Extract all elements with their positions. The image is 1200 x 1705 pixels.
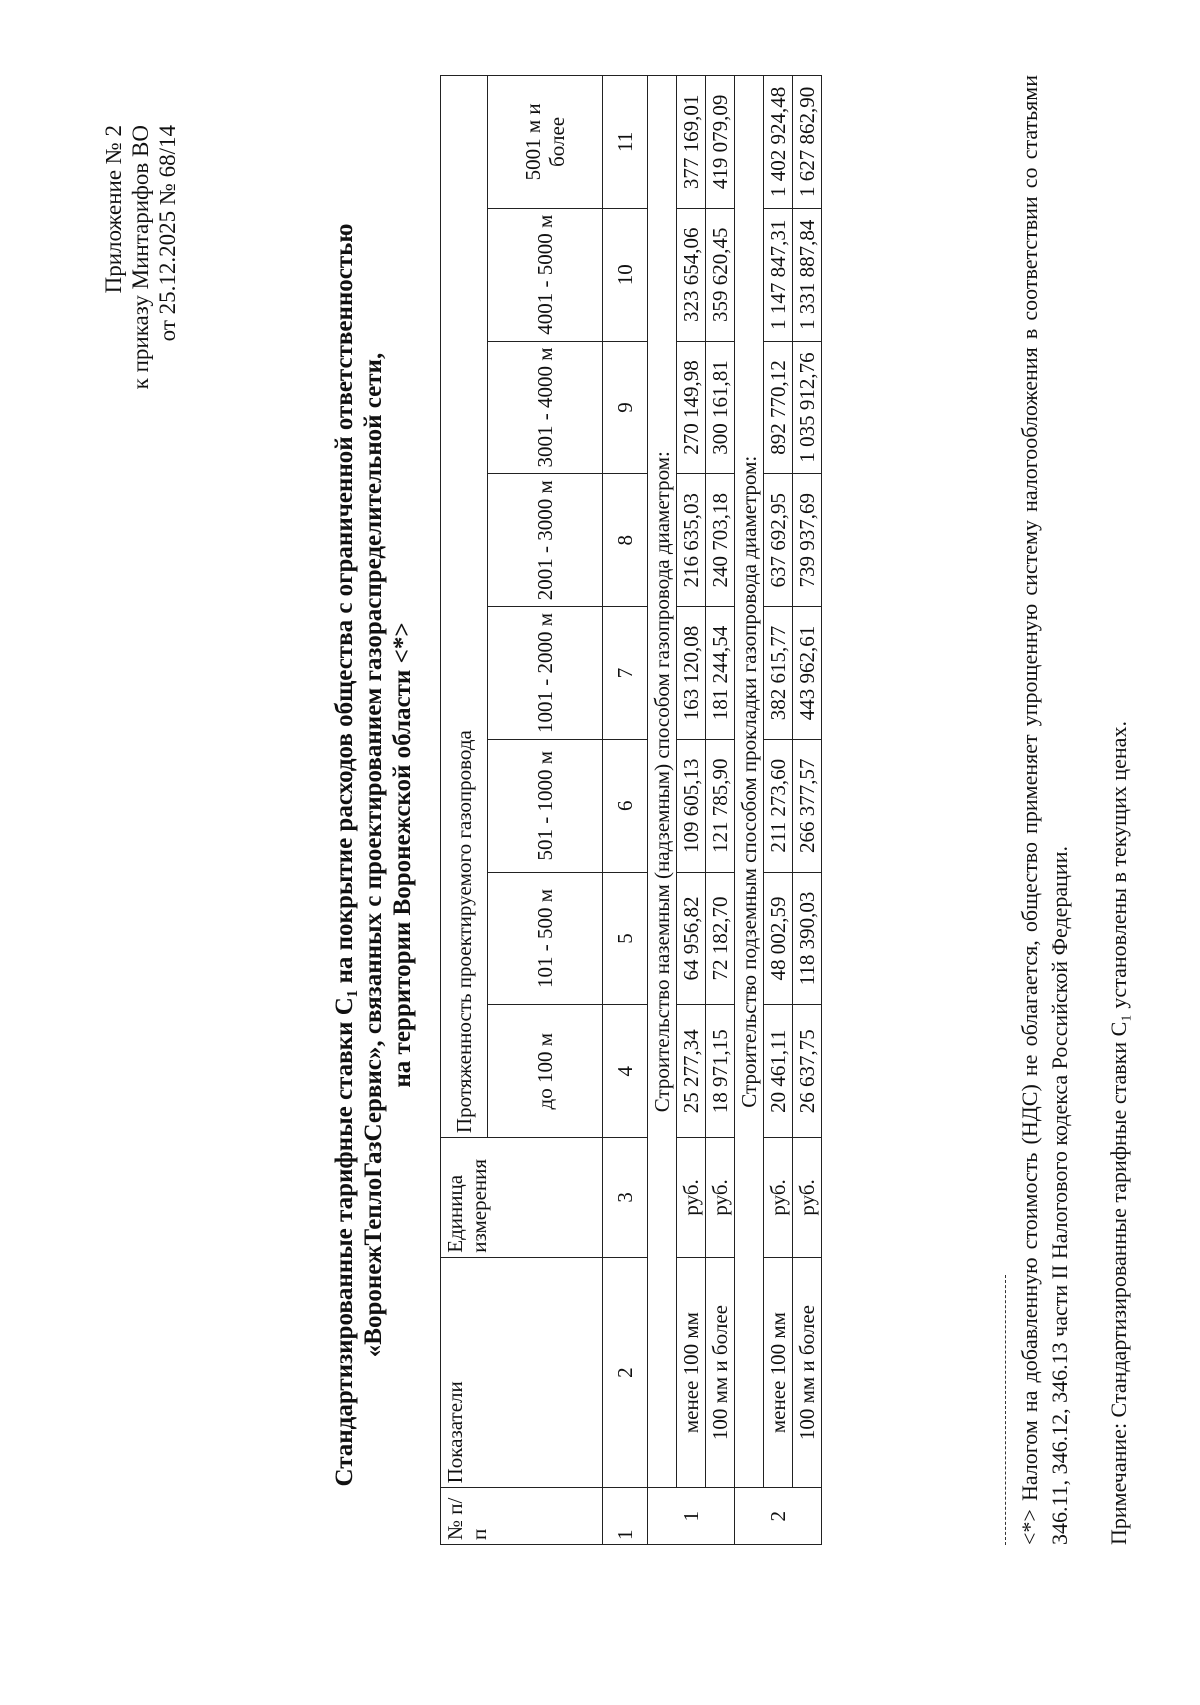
indicator-cell: менее 100 мм (677, 1257, 706, 1488)
value-cell: 1 035 912,76 (793, 341, 822, 474)
header-range: 501 - 1000 м (488, 739, 603, 872)
value-cell: 637 692,95 (764, 474, 793, 607)
unit-cell: руб. (677, 1138, 706, 1258)
value-cell: 1 627 862,90 (793, 76, 822, 209)
value-cell: 26 637,75 (793, 1005, 822, 1138)
value-cell: 109 605,13 (677, 739, 706, 872)
column-number: 1 (603, 1488, 648, 1545)
value-cell: 270 149,98 (677, 341, 706, 474)
value-cell: 1 147 847,31 (764, 208, 793, 341)
value-cell: 892 770,12 (764, 341, 793, 474)
value-cell: 323 654,06 (677, 208, 706, 341)
value-cell: 377 169,01 (677, 76, 706, 209)
value-cell: 443 962,61 (793, 607, 822, 740)
title-line: на территории Воронежской области <*> (389, 622, 416, 1088)
column-number: 6 (603, 739, 648, 872)
section-number: 2 (735, 1488, 822, 1545)
section-number: 1 (648, 1488, 735, 1545)
tariff-rates-table (440, 75, 822, 1545)
table-row (706, 76, 735, 1545)
value-cell: 1 331 887,84 (793, 208, 822, 341)
column-number: 5 (603, 872, 648, 1005)
unit-cell: руб. (793, 1138, 822, 1258)
unit-cell: руб. (706, 1138, 735, 1258)
header-unit: Единица измерения (441, 1138, 603, 1258)
section-row (648, 76, 677, 1545)
value-cell: 216 635,03 (677, 474, 706, 607)
value-cell: 25 277,34 (677, 1005, 706, 1138)
value-cell: 359 620,45 (706, 208, 735, 341)
indicator-cell: 100 мм и более (706, 1257, 735, 1488)
value-cell: 382 615,77 (764, 607, 793, 740)
value-cell: 163 120,08 (677, 607, 706, 740)
value-cell: 240 703,18 (706, 474, 735, 607)
header-length-group: Протяженность проектируемого газопровода (441, 76, 488, 1138)
value-cell: 1 402 924,48 (764, 76, 793, 209)
section-title: Строительство наземным (надземным) способом газопровода диаметром: (648, 76, 677, 1488)
value-cell: 20 461,11 (764, 1005, 793, 1138)
section-title: Строительство подземным способом прокладки газопровода диаметром: (735, 76, 764, 1488)
document-title (330, 205, 417, 1505)
column-number: 9 (603, 341, 648, 474)
header-range: 101 - 500 м (488, 872, 603, 1005)
column-number: 8 (603, 474, 648, 607)
header-range: 2001 - 3000 м (488, 474, 603, 607)
footnote-separator (1005, 1275, 1006, 1545)
column-number-row (603, 76, 648, 1545)
header-range: 3001 - 4000 м (488, 341, 603, 474)
table-row (677, 76, 706, 1545)
value-cell: 739 937,69 (793, 474, 822, 607)
column-number: 10 (603, 208, 648, 341)
header-range: 5001 м и более (488, 76, 603, 209)
column-number: 3 (603, 1138, 648, 1258)
appendix-line: Приложение № 2 (101, 125, 126, 294)
table-row (764, 76, 793, 1545)
section-row (735, 76, 764, 1545)
column-number: 7 (603, 607, 648, 740)
header-range: 1001 - 2000 м (488, 607, 603, 740)
footnote: <*> Налогом на добавленную стоимость (НДС) не облагается, общество применяет упрощенную систему налогообложения в соответствии со статьями 346.11, 346.12, 346.13 части II Налогового кодекса Российской Федерации. (1017, 75, 1072, 1545)
value-cell: 72 182,70 (706, 872, 735, 1005)
column-number: 11 (603, 76, 648, 209)
title-line: «ВоронежТеплоГазСервис», связанных с проектированием газораспределительной сети, (360, 352, 387, 1358)
value-cell: 181 244,54 (706, 607, 735, 740)
value-cell: 118 390,03 (793, 872, 822, 1005)
header-range: 4001 - 5000 м (488, 208, 603, 341)
appendix-line: от 25.12.2025 № 68/14 (155, 125, 180, 342)
value-cell: 121 785,90 (706, 739, 735, 872)
value-cell: 419 079,09 (706, 76, 735, 209)
indicator-cell: 100 мм и более (793, 1257, 822, 1488)
value-cell: 300 161,81 (706, 341, 735, 474)
appendix-line: к приказу Минтарифов ВО (128, 125, 153, 390)
header-no: № п/п (441, 1488, 603, 1545)
title-line: Стандартизированные тарифные ставки С₁ на покрытие расходов общества с ограниченной ответственностью (331, 223, 358, 1487)
note: Примечание: Стандартизированные тарифные ставки С₁ установлены в текущих ценах. (1106, 721, 1131, 1545)
unit-cell: руб. (764, 1138, 793, 1258)
indicator-cell: менее 100 мм (764, 1257, 793, 1488)
appendix-header (100, 125, 181, 485)
column-number: 4 (603, 1005, 648, 1138)
value-cell: 64 956,82 (677, 872, 706, 1005)
column-number: 2 (603, 1257, 648, 1488)
value-cell: 266 377,57 (793, 739, 822, 872)
value-cell: 18 971,15 (706, 1005, 735, 1138)
header-range: до 100 м (488, 1005, 603, 1138)
value-cell: 211 273,60 (764, 739, 793, 872)
table-row (793, 76, 822, 1545)
value-cell: 48 002,59 (764, 872, 793, 1005)
header-indicators: Показатели (441, 1257, 603, 1488)
